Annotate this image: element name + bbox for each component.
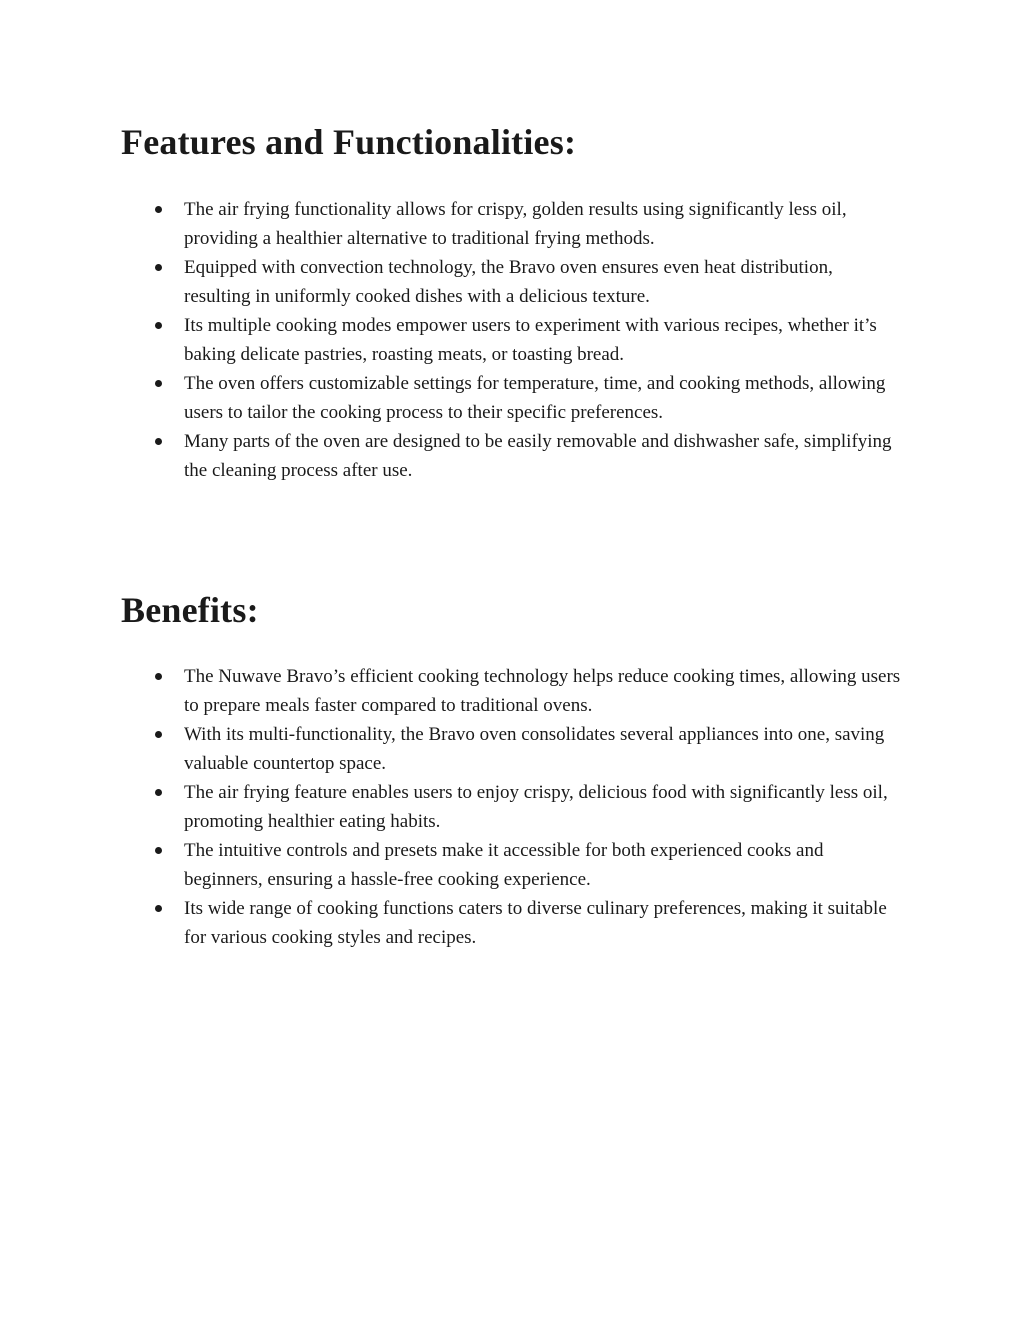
list-item-text: Its wide range of cooking functions caters to diverse culinary preferences, making it suitable for various cooking styles and recipes. [184, 898, 887, 948]
features-heading: Features and Functionalities: [121, 122, 577, 162]
bullet-icon [155, 264, 162, 271]
list-item-text: The oven offers customizable settings for temperature, time, and cooking methods, allowing users to tailor the cooking process to their specific preferences. [184, 373, 886, 423]
list-item [0, 253, 904, 311]
list-item-text: Equipped with convection technology, the Bravo oven ensures even heat distribution, resulting in uniformly cooked dishes with a delicious texture. [184, 257, 833, 307]
bullet-icon [155, 380, 162, 387]
benefits-heading: Benefits: [121, 590, 259, 630]
bullet-icon [155, 438, 162, 445]
list-item-text: The air frying feature enables users to enjoy crispy, delicious food with significantly less oil, promoting healthier eating habits. [184, 782, 888, 832]
list-item [0, 662, 904, 720]
bullet-icon [155, 206, 162, 213]
list-item-text: The intuitive controls and presets make it accessible for both experienced cooks and beginners, ensuring a hassle-free cooking experience. [184, 840, 824, 890]
bullet-icon [155, 322, 162, 329]
features-list [0, 195, 904, 485]
list-item [0, 720, 904, 778]
list-item [0, 311, 904, 369]
list-item-text: The Nuwave Bravo’s efficient cooking technology helps reduce cooking times, allowing users to prepare meals faster compared to traditional ovens. [184, 666, 901, 716]
list-item [0, 778, 904, 836]
list-item-text: The air frying functionality allows for crispy, golden results using significantly less oil, providing a healthier alternative to traditional frying methods. [184, 199, 847, 249]
list-item-text: With its multi-functionality, the Bravo oven consolidates several appliances into one, saving valuable countertop space. [184, 724, 885, 774]
list-item [0, 369, 904, 427]
bullet-icon [155, 905, 162, 912]
benefits-list [0, 662, 904, 952]
bullet-icon [155, 789, 162, 796]
list-item-text: Many parts of the oven are designed to be easily removable and dishwasher safe, simplifying the cleaning process after use. [184, 431, 892, 481]
bullet-icon [155, 731, 162, 738]
list-item [0, 894, 904, 952]
list-item [0, 427, 904, 485]
bullet-icon [155, 847, 162, 854]
list-item [0, 836, 904, 894]
list-item [0, 195, 904, 253]
bullet-icon [155, 673, 162, 680]
list-item-text: Its multiple cooking modes empower users to experiment with various recipes, whether it’s baking delicate pastries, roasting meats, or toasting bread. [184, 315, 877, 365]
